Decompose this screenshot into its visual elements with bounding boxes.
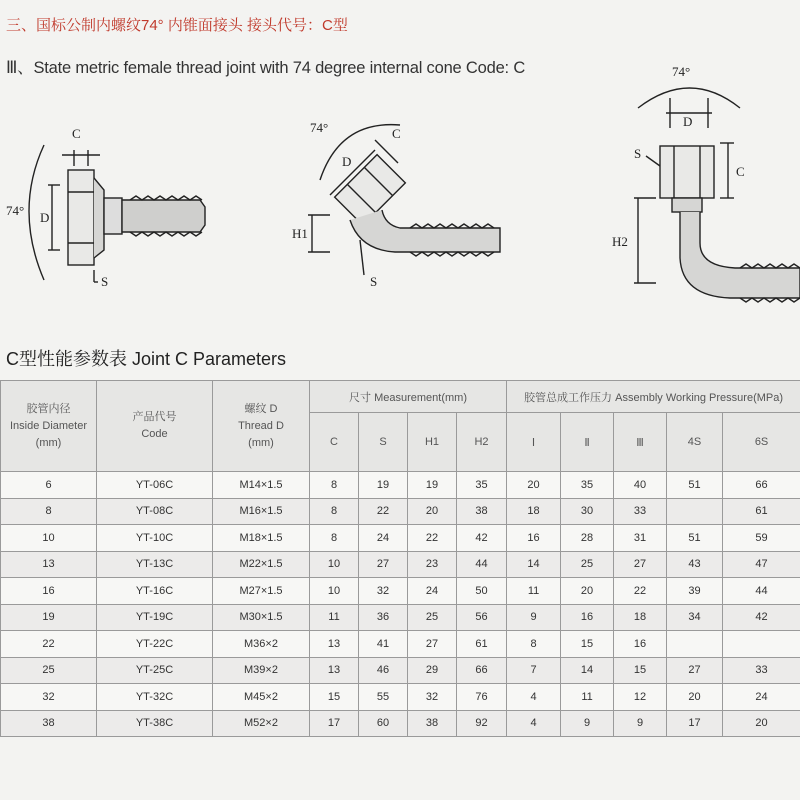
cell-pressure-4s [667,498,723,525]
cell-inside-diameter: 22 [1,631,97,658]
cell-pressure-4s: 43 [667,551,723,578]
cell-h1: 27 [408,631,457,658]
cell-h1: 22 [408,525,457,552]
cell-pressure-6s: 66 [723,472,800,499]
dim-d-label: D [683,114,693,129]
cell-thread: M52×2 [213,710,310,737]
heading-chinese: 三、国标公制内螺纹74° 内锥面接头 接头代号：C型 [6,17,348,34]
cell-inside-diameter: 16 [1,578,97,605]
cell-pressure-i: 11 [507,578,561,605]
cell-pressure-iii: 9 [614,710,667,737]
cell-pressure-6s: 44 [723,578,800,605]
cell-h2: 50 [457,578,507,605]
inside-diameter-header-cn: 胶管内径 [26,402,71,415]
col-6s-header: 6S [723,413,800,472]
table-row [1,710,800,737]
cell-h2: 56 [457,604,507,631]
cell-pressure-i: 4 [507,710,561,737]
cell-thread: M39×2 [213,657,310,684]
cell-pressure-iii: 15 [614,657,667,684]
cell-inside-diameter: 32 [1,684,97,711]
cell-code: YT-19C [97,604,213,631]
cell-pressure-i: 7 [507,657,561,684]
dim-h2-label: H2 [612,234,628,249]
cell-pressure-ii: 11 [561,684,614,711]
code-header [97,381,213,472]
cell-s: 36 [359,604,408,631]
measurement-header: 尺寸 Measurement(mm) [310,381,507,413]
cell-pressure-iii: 22 [614,578,667,605]
cell-pressure-ii: 15 [561,631,614,658]
cell-code: YT-38C [97,710,213,737]
cell-h2: 92 [457,710,507,737]
cell-h1: 25 [408,604,457,631]
col-ii-header: Ⅱ [561,413,614,472]
cell-pressure-ii: 14 [561,657,614,684]
cell-s: 60 [359,710,408,737]
cell-c: 10 [310,551,359,578]
cell-pressure-6s: 24 [723,684,800,711]
dim-s-label: S [101,274,109,289]
table-title: C型性能参数表 Joint C Parameters [6,349,287,369]
dim-d-label: D [40,210,50,225]
cell-c: 8 [310,498,359,525]
cell-thread: M16×1.5 [213,498,310,525]
cell-c: 15 [310,684,359,711]
cell-h2: 38 [457,498,507,525]
angle-label: 74° [6,203,25,218]
cell-pressure-ii: 35 [561,472,614,499]
elbow45-fitting-diagram [290,100,530,300]
cell-c: 8 [310,472,359,499]
cell-inside-diameter: 19 [1,604,97,631]
col-c-header: C [310,413,359,472]
code-header-cn: 产品代号 [132,411,177,423]
cell-pressure-4s: 34 [667,604,723,631]
cell-pressure-iii: 33 [614,498,667,525]
elbow90-fitting-diagram [600,58,800,320]
cell-pressure-i: 9 [507,604,561,631]
cell-pressure-6s: 20 [723,710,800,737]
cell-c: 10 [310,578,359,605]
cell-h1: 23 [408,551,457,578]
cell-h2: 61 [457,631,507,658]
cell-h2: 42 [457,525,507,552]
dim-s-label: S [370,274,378,289]
pressure-header: 胶管总成工作压力 Assembly Working Pressure(MPa) [507,381,800,413]
cell-code: YT-16C [97,578,213,605]
cell-h1: 20 [408,498,457,525]
cell-pressure-iii: 18 [614,604,667,631]
cell-thread: M30×1.5 [213,604,310,631]
table-row [1,498,800,525]
cell-pressure-i: 20 [507,472,561,499]
heading-english: Ⅲ、State metric female thread joint with 74 degree internal cone Code: C [6,59,526,77]
inside-diameter-header-en: Inside Diameter [9,419,88,432]
code-header-en: Code [141,428,168,440]
straight-fitting-diagram [0,110,230,310]
cell-thread: M27×1.5 [213,578,310,605]
cell-pressure-iii: 27 [614,551,667,578]
cell-code: YT-06C [97,472,213,499]
cell-pressure-iii: 31 [614,525,667,552]
cell-inside-diameter: 10 [1,525,97,552]
cell-pressure-6s: 47 [723,551,800,578]
cell-pressure-ii: 30 [561,498,614,525]
thread-header-unit: (mm) [248,436,274,449]
cell-inside-diameter: 8 [1,498,97,525]
cell-s: 19 [359,472,408,499]
cell-code: YT-08C [97,498,213,525]
cell-pressure-ii: 16 [561,604,614,631]
dim-d-label: D [342,154,352,169]
table-row [1,525,800,552]
dim-s-label: S [634,146,642,161]
cell-thread: M45×2 [213,684,310,711]
inside-diameter-header-unit: (mm) [35,436,62,449]
cell-pressure-4s: 51 [667,525,723,552]
angle-label: 74° [672,64,691,79]
cell-s: 24 [359,525,408,552]
cell-h2: 35 [457,472,507,499]
cell-pressure-4s: 27 [667,657,723,684]
cell-c: 11 [310,604,359,631]
col-s-header: S [359,413,408,472]
cell-inside-diameter: 38 [1,710,97,737]
cell-h1: 38 [408,710,457,737]
cell-pressure-4s: 39 [667,578,723,605]
table-row [1,472,800,499]
cell-thread: M36×2 [213,631,310,658]
table-row [1,604,800,631]
cell-h1: 19 [408,472,457,499]
cell-s: 22 [359,498,408,525]
cell-pressure-ii: 25 [561,551,614,578]
cell-c: 13 [310,631,359,658]
table-row [1,684,800,711]
cell-pressure-4s: 51 [667,472,723,499]
col-i-header: Ⅰ [507,413,561,472]
thread-header-en: Thread D [238,419,284,432]
cell-pressure-iii: 16 [614,631,667,658]
cell-pressure-6s [723,631,800,658]
cell-s: 32 [359,578,408,605]
cell-s: 55 [359,684,408,711]
cell-code: YT-13C [97,551,213,578]
cell-h1: 24 [408,578,457,605]
col-h2-header: H2 [457,413,507,472]
cell-pressure-i: 16 [507,525,561,552]
table-row [1,551,800,578]
cell-pressure-ii: 28 [561,525,614,552]
cell-s: 27 [359,551,408,578]
table-row [1,578,800,605]
col-h1-header: H1 [408,413,457,472]
cell-pressure-6s: 33 [723,657,800,684]
cell-c: 13 [310,657,359,684]
col-iii-header: Ⅲ [614,413,667,472]
cell-inside-diameter: 6 [1,472,97,499]
cell-thread: M22×1.5 [213,551,310,578]
thread-header [213,381,310,472]
cell-code: YT-10C [97,525,213,552]
inside-diameter-header [1,381,97,472]
cell-pressure-iii: 40 [614,472,667,499]
cell-pressure-i: 8 [507,631,561,658]
cell-pressure-i: 4 [507,684,561,711]
cell-h2: 76 [457,684,507,711]
cell-h2: 66 [457,657,507,684]
cell-pressure-6s: 59 [723,525,800,552]
cell-pressure-4s [667,631,723,658]
table-body [1,472,800,737]
cell-code: YT-32C [97,684,213,711]
cell-c: 8 [310,525,359,552]
cell-s: 41 [359,631,408,658]
joint-c-parameters-table [0,380,800,737]
dim-h1-label: H1 [292,226,308,241]
cell-pressure-6s: 42 [723,604,800,631]
cell-code: YT-22C [97,631,213,658]
cell-h1: 32 [408,684,457,711]
cell-pressure-4s: 17 [667,710,723,737]
angle-label: 74° [310,120,329,135]
col-4s-header: 4S [667,413,723,472]
cell-pressure-iii: 12 [614,684,667,711]
table-row [1,657,800,684]
cell-inside-diameter: 25 [1,657,97,684]
cell-pressure-4s: 20 [667,684,723,711]
cell-inside-diameter: 13 [1,551,97,578]
cell-c: 17 [310,710,359,737]
dim-c-label: C [736,164,745,179]
cell-s: 46 [359,657,408,684]
table-row [1,631,800,658]
dim-c-label: C [72,126,81,141]
cell-code: YT-25C [97,657,213,684]
cell-thread: M14×1.5 [213,472,310,499]
cell-h1: 29 [408,657,457,684]
cell-pressure-i: 14 [507,551,561,578]
dim-c-label: C [392,126,401,141]
cell-pressure-6s: 61 [723,498,800,525]
cell-pressure-ii: 9 [561,710,614,737]
cell-pressure-ii: 20 [561,578,614,605]
cell-pressure-i: 18 [507,498,561,525]
cell-h2: 44 [457,551,507,578]
cell-thread: M18×1.5 [213,525,310,552]
thread-header-cn: 螺纹 D [244,402,278,415]
